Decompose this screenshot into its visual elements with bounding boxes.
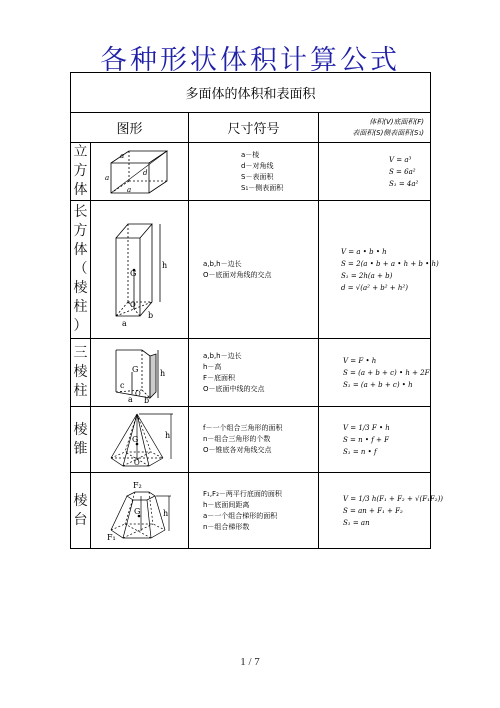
header-figure: 图形 — [71, 113, 189, 143]
row-name-frustum — [71, 473, 91, 549]
row-name-cuboid — [71, 201, 91, 339]
formula-item: S = 6a² — [389, 167, 416, 176]
name-char: ） — [73, 318, 88, 334]
cuboid-label-b: b — [147, 310, 153, 320]
formulas-pyramid — [319, 407, 431, 473]
name-char: 棱 — [73, 421, 88, 438]
formula-item: V = 1/3 h(F₁ + F₂ + √(F₁F₂)) — [343, 494, 444, 503]
table-row-cube — [71, 143, 431, 201]
name-char: 锥 — [73, 440, 88, 457]
cube-label-d: d — [142, 168, 147, 177]
symbol-item: O－底面中线的交点 — [203, 384, 265, 393]
name-char: 体 — [73, 182, 88, 198]
symbol-item: d－对角线 — [241, 161, 274, 170]
symbol-item: O－锥底各对角线交点 — [203, 446, 272, 454]
figure-cuboid — [91, 201, 189, 339]
pyramid-diagram — [105, 410, 175, 470]
symbol-item: a,b,h－边长 — [203, 259, 242, 268]
symbol-item: a－棱 — [241, 150, 260, 159]
name-char: 棱 — [73, 280, 88, 296]
row-name-cube — [71, 143, 91, 201]
formula-item: S = 2(a • b + a • h + b • h) — [341, 259, 439, 268]
cube-label-a: a — [119, 151, 124, 160]
prism-label-a: a — [127, 394, 133, 404]
formula-item: S = n • f + F — [343, 435, 389, 444]
symbol-item: h－底面间距离 — [203, 500, 250, 509]
formula-item: S = (a + b + c) • h + 2F — [343, 368, 430, 377]
cube-diagram — [103, 147, 177, 197]
header-row — [71, 113, 431, 143]
cuboid-label-G: G — [129, 268, 136, 278]
symbol-item: n－组合梯形数 — [203, 522, 250, 531]
name-char: 柱 — [73, 299, 88, 315]
formula-item: V = F • h — [343, 356, 377, 365]
symbol-item: S－表面积 — [241, 172, 274, 181]
formula-item: S₁ = n • f — [343, 447, 377, 456]
figure-triangular-prism — [91, 339, 189, 407]
header-symbols: 尺寸符号 — [189, 113, 319, 143]
formula-item: S₁ = 2h(a + b) — [341, 271, 393, 280]
formula-table — [70, 72, 444, 549]
symbol-item: F－底面积 — [203, 373, 236, 382]
formula-item: d = √(a² + b² + h²) — [341, 283, 408, 292]
cube-label-a3: a — [126, 185, 131, 194]
name-char: 长 — [73, 204, 88, 220]
table-row-cuboid — [71, 201, 431, 339]
symbol-item: F₁,F₂－两平行底面的面积 — [203, 489, 282, 498]
formulas-cuboid — [319, 201, 439, 339]
header-formula-line1: 体积(V)底面积(F) — [369, 117, 425, 126]
figure-cube — [91, 143, 189, 201]
prism-label-h: h — [159, 368, 165, 378]
pyramid-label-O: O — [133, 458, 140, 467]
cube-label-a2: a — [104, 173, 109, 182]
prism-label-b: b — [143, 395, 149, 404]
name-char: 棱 — [73, 492, 88, 509]
table-row-triangular-prism — [71, 339, 431, 407]
name-char: （ — [73, 261, 88, 277]
frustum-label-F2: F₂ — [132, 480, 142, 490]
row-name-triangular-prism — [71, 339, 91, 407]
name-char: 方 — [73, 223, 88, 239]
symbols-pyramid — [189, 407, 319, 473]
page-title: 各种形状体积计算公式 — [100, 45, 400, 76]
formula-item: S₁ = an — [343, 518, 370, 527]
name-char: 台 — [73, 511, 88, 528]
pyramid-label-G: G — [131, 434, 138, 444]
cuboid-label-h: h — [161, 260, 167, 270]
name-char: 立 — [73, 144, 88, 160]
symbol-item: n－组合三角形的个数 — [203, 435, 271, 443]
symbols-triangular-prism — [189, 339, 319, 407]
frustum-diagram — [105, 478, 175, 544]
table-heading: 多面体的体积和表面积 — [71, 73, 431, 113]
symbols-cuboid — [189, 201, 319, 339]
symbol-item: a,b,h－边长 — [203, 351, 242, 360]
triangular-prism-diagram — [110, 342, 170, 404]
symbol-item: S₁－侧表面积 — [241, 183, 284, 192]
formula-item: S = an + F₁ + F₂ — [343, 506, 403, 515]
symbols-frustum — [189, 473, 319, 549]
header-formula-line2: 表面积(S)侧表面积(S₁) — [352, 128, 425, 137]
cuboid-label-O: O — [129, 300, 136, 309]
frustum-label-h: h — [162, 508, 168, 518]
table-row-pyramid — [71, 407, 431, 473]
name-char: 体 — [73, 242, 88, 258]
formula-item: S₁ = 4a² — [389, 179, 419, 188]
cuboid-diagram — [108, 210, 172, 330]
symbol-item: a－一个组合梯形的面积 — [203, 511, 278, 520]
symbol-item: h－高 — [203, 362, 222, 371]
symbol-item: O－底面对角线的交点 — [203, 270, 272, 279]
name-char: 方 — [73, 163, 88, 179]
formulas-frustum — [319, 473, 444, 549]
frustum-label-G: G — [133, 506, 140, 516]
pyramid-label-h: h — [164, 430, 170, 440]
prism-label-G: G — [131, 364, 138, 374]
frustum-label-F1: F₁ — [106, 532, 116, 542]
symbols-cube — [189, 143, 319, 201]
prism-label-O: O — [134, 389, 141, 398]
figure-pyramid — [91, 407, 189, 473]
row-name-pyramid — [71, 407, 91, 473]
formula-item: V = a³ — [389, 155, 412, 164]
table-row-frustum — [71, 473, 431, 549]
formula-item: V = a • b • h — [341, 247, 387, 256]
name-char: 三 — [73, 345, 88, 361]
name-char: 柱 — [73, 383, 88, 399]
name-char: 棱 — [73, 364, 88, 380]
symbol-item: f－一个组合三角形的面积 — [203, 424, 283, 432]
formulas-triangular-prism — [319, 339, 431, 407]
header-formula — [319, 113, 431, 143]
cuboid-label-a: a — [121, 318, 127, 328]
page-indicator: 1 / 7 — [240, 656, 260, 668]
formulas-cube — [319, 143, 431, 201]
figure-frustum — [91, 473, 189, 549]
formula-item: S₁ = (a + b + c) • h — [343, 380, 413, 389]
prism-label-c: c — [119, 380, 124, 390]
formula-item: V = 1/3 F • h — [343, 423, 390, 432]
